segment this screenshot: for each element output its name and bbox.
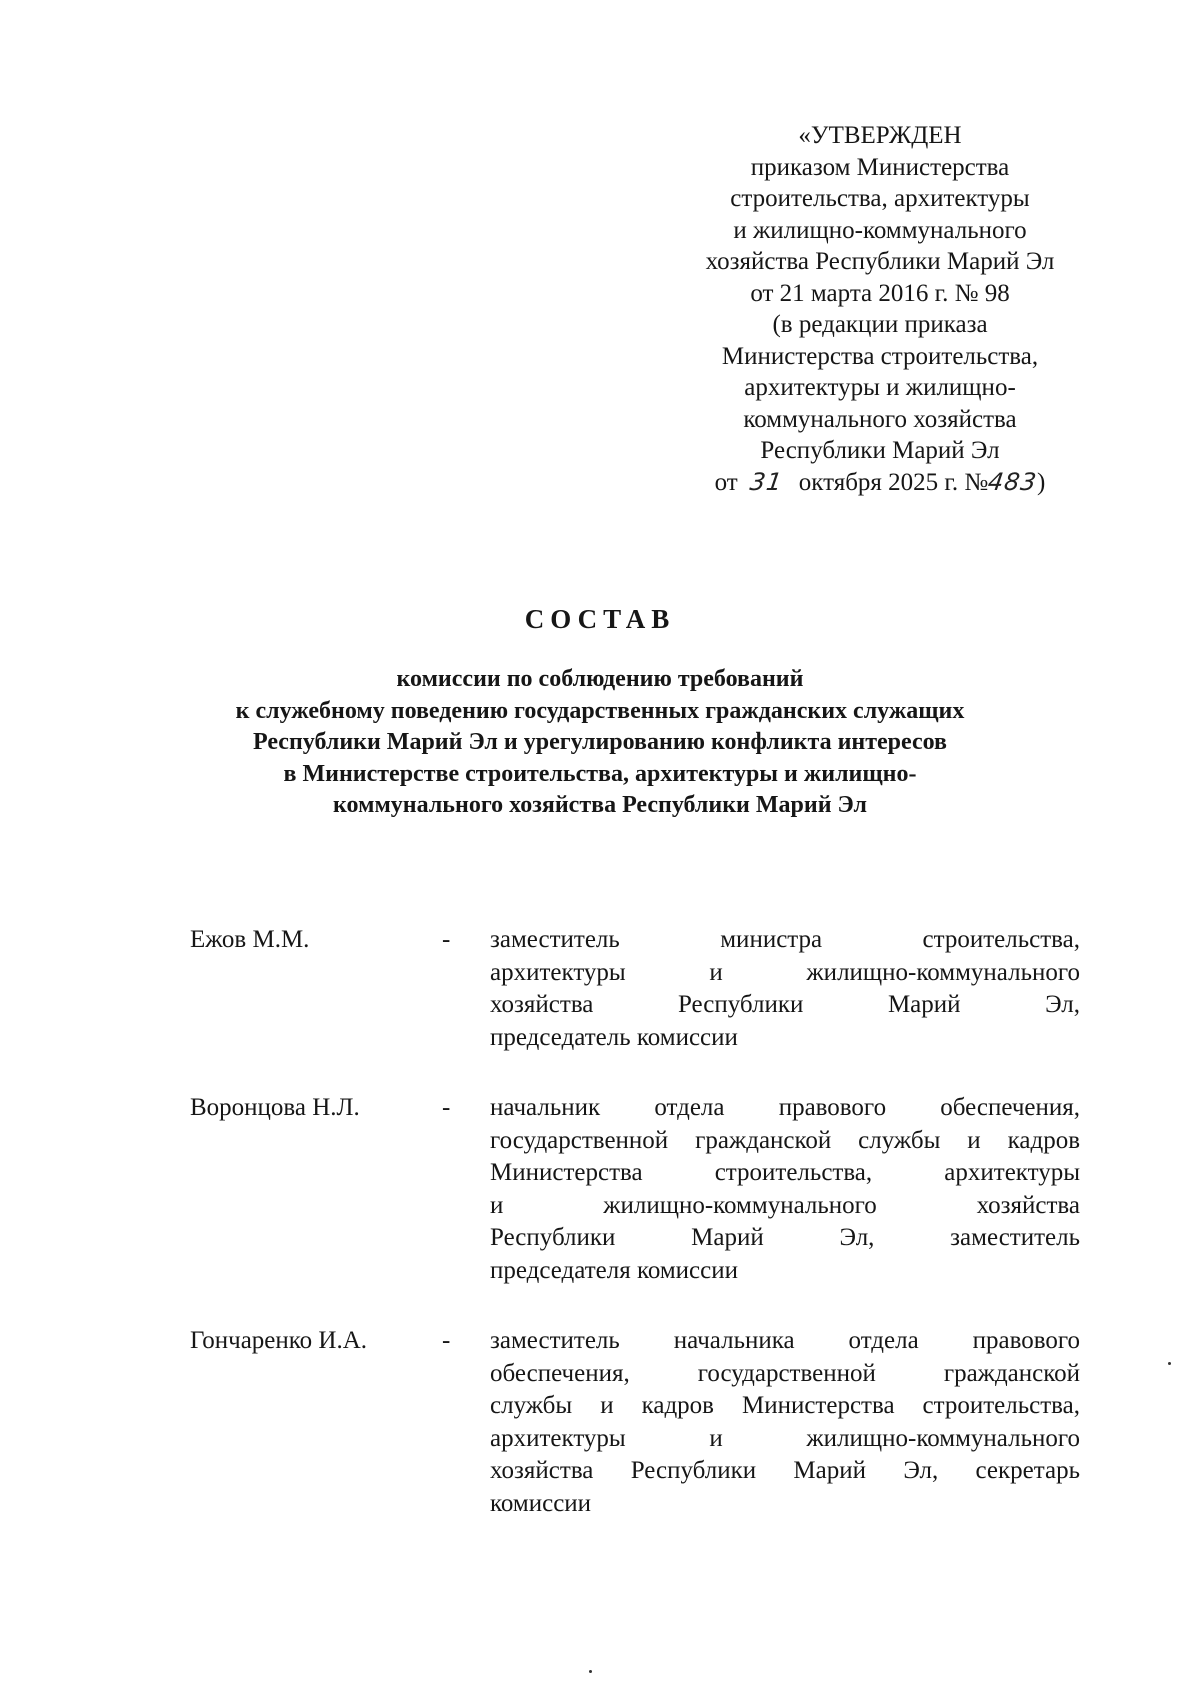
member-name: Гончаренко И.А. (190, 1327, 368, 1354)
approval-line: приказом Министерства (750, 153, 1010, 181)
approval-stamp-block (640, 120, 1120, 498)
approval-line: Министерства строительства, (721, 342, 1039, 370)
page-subtitle (150, 664, 1050, 822)
member-dash: - (442, 926, 451, 953)
position-line: хозяйства Республики Марий Эл, (490, 991, 1080, 1018)
position-line: председателя комиссии (490, 1256, 738, 1284)
approval-line: Республики Марий Эл (760, 437, 1000, 464)
approval-line: коммунального хозяйства (743, 405, 1017, 433)
date-prefix: от (714, 468, 738, 496)
position-line: и жилищно-коммунального хозяйства (490, 1191, 1080, 1219)
position-line: государственной гражданской службы и кадров (490, 1126, 1080, 1154)
handwritten-day: 31 (748, 467, 785, 496)
scan-speck (1168, 1362, 1171, 1365)
approval-line: от 21 марта 2016 г. № 98 (750, 279, 1010, 307)
approval-line: архитектуры и жилищно- (744, 374, 1016, 401)
subtitle-line: к служебному поведению государственных гражданских служащих (235, 697, 965, 724)
member-entry (190, 1325, 1080, 1520)
member-dash: - (442, 1327, 451, 1354)
date-rest: октября 2025 г. № (798, 468, 989, 496)
member-position (490, 1325, 1080, 1520)
approval-line: и жилищно-коммунального (733, 216, 1027, 244)
member-position (490, 1092, 1080, 1287)
page-title: СОСТАВ (524, 604, 676, 634)
scan-speck (589, 1670, 592, 1673)
approval-line: строительства, архитектуры (730, 185, 1030, 212)
subtitle-line: Республики Марий Эл и урегулированию конфликта интересов (253, 729, 947, 755)
position-line: обеспечения, государственной гражданской (490, 1359, 1080, 1387)
position-line: архитектуры и жилищно-коммунального (490, 1424, 1080, 1452)
position-line: начальник отдела правового обеспечения, (490, 1094, 1080, 1121)
approval-date-line (640, 467, 1120, 499)
position-line: заместитель начальника отдела правового (490, 1327, 1080, 1354)
subtitle-line: коммунального хозяйства Республики Марий Эл (333, 792, 867, 818)
subtitle-line: комиссии по соблюдению требований (396, 666, 804, 692)
member-dash: - (442, 1094, 451, 1121)
position-line: Республики Марий Эл, заместитель (490, 1224, 1080, 1251)
approval-line: (в редакции приказа (772, 311, 988, 338)
approval-line: «УТВЕРЖДЕН (798, 122, 962, 149)
handwritten-doc-number: 483 (986, 467, 1040, 496)
closing-paren: ) (1037, 468, 1046, 496)
approval-line: хозяйства Республики Марий Эл (705, 248, 1055, 275)
position-line: Министерства строительства, архитектуры (490, 1159, 1080, 1186)
member-entry (190, 1092, 1080, 1287)
commission-members-list (190, 924, 1080, 1558)
position-line: службы и кадров Министерства строительства, (490, 1392, 1080, 1419)
position-line: архитектуры и жилищно-коммунального (490, 958, 1080, 986)
member-entry (190, 924, 1080, 1054)
position-line: хозяйства Республики Марий Эл, секретарь (490, 1457, 1080, 1484)
subtitle-line: в Министерстве строительства, архитектуры и жилищно- (283, 760, 917, 787)
position-line: комиссии (490, 1489, 592, 1517)
position-line: заместитель министра строительства, (490, 926, 1080, 953)
position-line: председатель комиссии (490, 1023, 738, 1051)
member-name: Ежов М.М. (190, 926, 310, 953)
member-name: Воронцова Н.Л. (190, 1094, 360, 1121)
member-position (490, 924, 1080, 1054)
